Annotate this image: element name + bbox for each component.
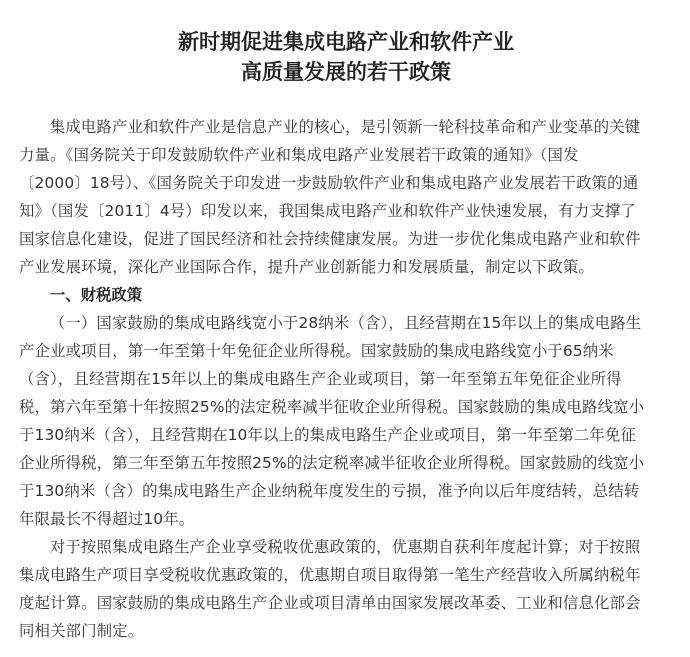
section-heading: 一、财税政策: [49, 286, 143, 304]
section1-paragraph-1: [19, 309, 673, 533]
text-line: （含），且经营期在15年以上的集成电路生产企业或项目，第一年至第五年免征企业所得: [19, 370, 622, 388]
text-line: 度起计算。国家鼓励的集成电路生产企业或项目清单由国家发展改革委、工业和信息化部会: [19, 594, 641, 612]
section1-paragraph-2: [19, 533, 673, 645]
title-line-1: 新时期促进集成电路产业和软件产业: [178, 30, 514, 54]
text-line: 力量。《国务院关于印发鼓励软件产业和集成电路产业发展若干政策的通知》（国发: [19, 146, 579, 164]
text-line: 集成电路生产项目享受税收优惠政策的，优惠期自项目取得第一笔生产经营收入所属纳税年: [19, 566, 641, 584]
text-line: （一）国家鼓励的集成电路线宽小于28纳米（含），且经营期在15年以上的集成电路生: [49, 314, 642, 332]
text-line: 同相关部门制定。: [19, 622, 144, 640]
document-title: [19, 0, 673, 87]
text-line: 产企业或项目，第一年至第十年免征企业所得税。国家鼓励的集成电路线宽小于65纳米: [19, 342, 614, 360]
text-line: 税，第六年至第十年按照25%的法定税率减半征收企业所得税。国家鼓励的集成电路线宽小: [19, 398, 645, 416]
text-line: 于130纳米（含）的集成电路生产企业纳税年度发生的亏损，准予向以后年度结转，总结转: [19, 482, 640, 500]
text-line: 对于按照集成电路生产企业享受税收优惠政策的，优惠期自获利年度起计算；对于按照: [49, 538, 641, 556]
text-line: 产业发展环境，深化产业国际合作，提升产业创新能力和发展质量，制定以下政策。: [19, 258, 595, 276]
document-body: [19, 113, 673, 645]
text-line: 知》（国发〔2011〕4号）印发以来，我国集成电路产业和软件产业快速发展，有力支撑了: [19, 202, 637, 220]
text-line: 企业所得税，第三年至第五年按照25%的法定税率减半征收企业所得税。国家鼓励的线宽小: [19, 454, 645, 472]
text-line: 国家信息化建设，促进了国民经济和社会持续健康发展。为进一步优化集成电路产业和软件: [19, 230, 641, 248]
text-line: 年限最长不得超过10年。: [19, 510, 195, 528]
text-line: 集成电路产业和软件产业是信息产业的核心，是引领新一轮科技革命和产业变革的关键: [49, 118, 641, 136]
text-line: 〔2000〕18号）、《国务院关于印发进一步鼓励软件产业和集成电路产业发展若干政策的通: [19, 174, 639, 192]
text-line: 于130纳米（含），且经营期在10年以上的集成电路生产企业或项目，第一年至第二年免征: [19, 426, 637, 444]
title-line-2: 高质量发展的若干政策: [241, 60, 451, 84]
intro-paragraph: [19, 113, 673, 281]
